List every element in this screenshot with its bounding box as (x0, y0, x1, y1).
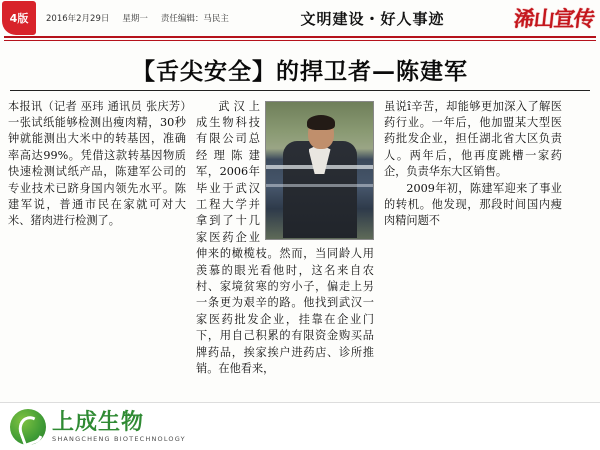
column-2-paragraph: 武汉上成生物科技有限公司总经理陈建军，2006年毕业于武汉工程大学并拿到了十几家医药企业伸来的橄榄枝。然而，当同龄人用羡慕的眼光看他时，这名来自农村、家境贫寒的穷小子，偏走上另一条更为艰辛的路。他找到武汉一家医药批发企业，挂靠在企业门下，用自己积累的有限资金购买品牌药品，挨家挨户进药店、诊所推销。在他看来， (196, 99, 374, 375)
article-photo (265, 101, 374, 240)
article-column-2 (196, 99, 374, 424)
article-column-1 (8, 99, 186, 424)
company-name-en: SHANGCHENG BIOTECHNOLOGY (52, 434, 186, 443)
company-logo (10, 409, 186, 445)
masthead (0, 0, 600, 36)
page-number-label: 4版 (9, 12, 29, 25)
headline-rule (10, 90, 590, 91)
paper-logo-text: 浠山宣传 (512, 6, 596, 31)
page-number-badge (2, 1, 36, 35)
column-3-paragraph-2: 2009年初，陈建军迎来了事业的转机。他发现，那段时间国内瘦肉精问题不 (384, 181, 562, 228)
article-column-3 (384, 99, 562, 424)
article-body (8, 99, 592, 424)
company-logo-text (52, 408, 186, 443)
footer-bar (0, 402, 600, 450)
article-headline: 【舌尖安全】的捍卫者—陈建军 (132, 57, 468, 85)
photo-subject-hair (307, 115, 335, 130)
company-name-cn: 上成生物 (52, 408, 145, 435)
masthead-slogan: 文明建设・好人事迹 (300, 9, 445, 28)
issue-weekday: 星期一 (122, 14, 148, 24)
paper-logo (476, 2, 594, 34)
masthead-meta (46, 12, 229, 24)
leaf-logo-icon (10, 409, 46, 445)
issue-date: 2016年2月29日 (46, 14, 110, 24)
column-1-paragraph: 本报讯（记者 巫玮 通讯员 张庆芳）一张试纸能够检测出瘦肉精，30秒钟就能测出大米中的转基因，准确率高达99%。凭借这款转基因物质快速检测试纸产品，陈建军公司的专业技术已跻身国内领先水平。陈建军说，普通市民在家就可对大米、猪肉进行检测了。 (8, 99, 186, 228)
masthead-rule-thick (4, 36, 596, 38)
photo-railing-secondary (266, 184, 373, 187)
masthead-rule-thin (4, 40, 596, 41)
column-3-paragraph-1: 虽说î辛苦，却能够更加深入了解医药行业。一年后，他加盟某大型医药批发企业，担任湖北省大区负责人。两年后，他再度跳槽一家药企，负责华东大区销售。 (384, 99, 562, 179)
issue-editor: 责任编辑：马民主 (160, 14, 229, 24)
